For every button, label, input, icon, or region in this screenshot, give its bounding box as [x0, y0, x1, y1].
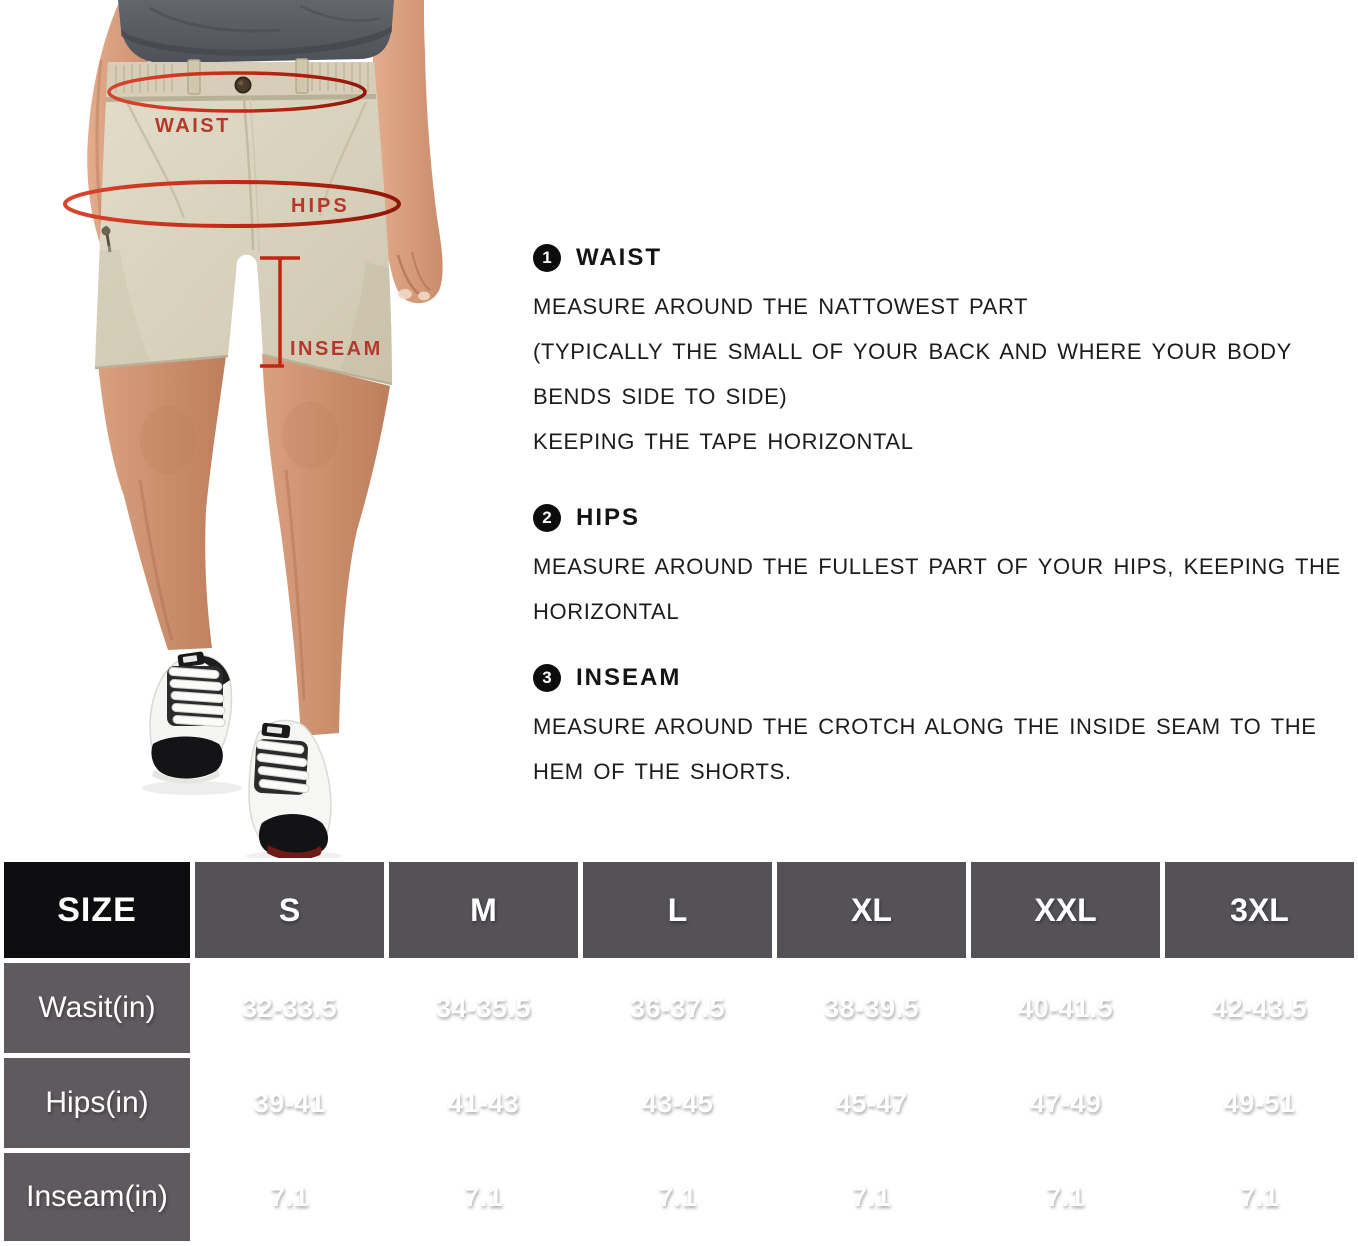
instruction-line: KEEPING THE TAPE HORIZONTAL [533, 429, 914, 454]
row-label-waist: Wasit(in) [4, 963, 190, 1053]
section-title-inseam: INSEAM [576, 664, 682, 691]
instruction-section-waist [533, 244, 1348, 464]
table-cell-hips-xxl: 47-49 [1029, 1087, 1102, 1118]
section-title-waist: WAIST [576, 244, 662, 271]
table-cell-inseam-m: 7.1 [463, 1181, 504, 1212]
table-header-s: S [195, 862, 384, 958]
table-cell-hips-s: 39-41 [253, 1087, 326, 1118]
measuring-instructions [533, 244, 1348, 794]
table-cell-inseam-xl: 7.1 [851, 1181, 892, 1212]
left-shoe [150, 651, 231, 783]
size-chart-table [0, 858, 1358, 1246]
table-cell-waist-xl: 38-39.5 [823, 992, 920, 1023]
instruction-line: (TYPICALLY THE SMALL OF YOUR BACK AND WHERE YOUR BODY [533, 339, 1292, 364]
shirt [118, 0, 394, 63]
table-cell-inseam-l: 7.1 [657, 1181, 698, 1212]
step-3-badge: 3 [533, 664, 561, 692]
table-cell-waist-l: 36-37.5 [629, 992, 726, 1023]
instruction-section-hips [533, 504, 1348, 634]
step-2-badge: 2 [533, 504, 561, 532]
table-header-xl: XL [777, 862, 966, 958]
inseam-annotation-label: INSEAM [290, 338, 383, 360]
table-header-l: L [583, 862, 772, 958]
table-header-size: SIZE [4, 862, 190, 958]
instruction-line: BENDS SIDE TO SIDE) [533, 384, 788, 409]
waist-annotation-label: WAIST [155, 115, 231, 137]
instruction-line: MEASURE AROUND THE CROTCH ALONG THE INSIDE SEAM TO THE [533, 714, 1317, 739]
table-cell-inseam-s: 7.1 [269, 1181, 310, 1212]
model-photo [0, 0, 520, 858]
table-cell-hips-l: 43-45 [641, 1087, 714, 1118]
table-header-xxl: XXL [971, 862, 1160, 958]
table-cell-waist-3xl: 42-43.5 [1211, 992, 1308, 1023]
table-header-m: M [389, 862, 578, 958]
table-cell-inseam-3xl: 7.1 [1239, 1181, 1280, 1212]
legs [98, 354, 390, 736]
section-title-hips: HIPS [576, 504, 641, 531]
table-cell-hips-m: 41-43 [447, 1087, 520, 1118]
hips-annotation-label: HIPS [291, 195, 350, 217]
step-1-badge: 1 [533, 244, 561, 272]
model-illustration [0, 0, 520, 858]
right-shoe [249, 720, 331, 858]
row-label-inseam: Inseam(in) [4, 1153, 190, 1241]
table-cell-hips-3xl: 49-51 [1223, 1087, 1296, 1118]
shorts-button [236, 78, 251, 93]
table-cell-waist-s: 32-33.5 [241, 992, 338, 1023]
instruction-line: MEASURE AROUND THE FULLEST PART OF YOUR HIPS, KEEPING THE [533, 554, 1341, 579]
table-cell-waist-xxl: 40-41.5 [1017, 992, 1114, 1023]
table-cell-inseam-xxl: 7.1 [1045, 1181, 1086, 1212]
table-cell-hips-xl: 45-47 [835, 1087, 908, 1118]
instruction-line: HORIZONTAL [533, 599, 680, 624]
row-label-hips: Hips(in) [4, 1058, 190, 1148]
instruction-line: MEASURE AROUND THE NATTOWEST PART [533, 294, 1029, 319]
instruction-line: HEM OF THE SHORTS. [533, 759, 792, 784]
table-header-3xl: 3XL [1165, 862, 1354, 958]
table-cell-waist-m: 34-35.5 [435, 992, 532, 1023]
instruction-section-inseam [533, 664, 1348, 794]
